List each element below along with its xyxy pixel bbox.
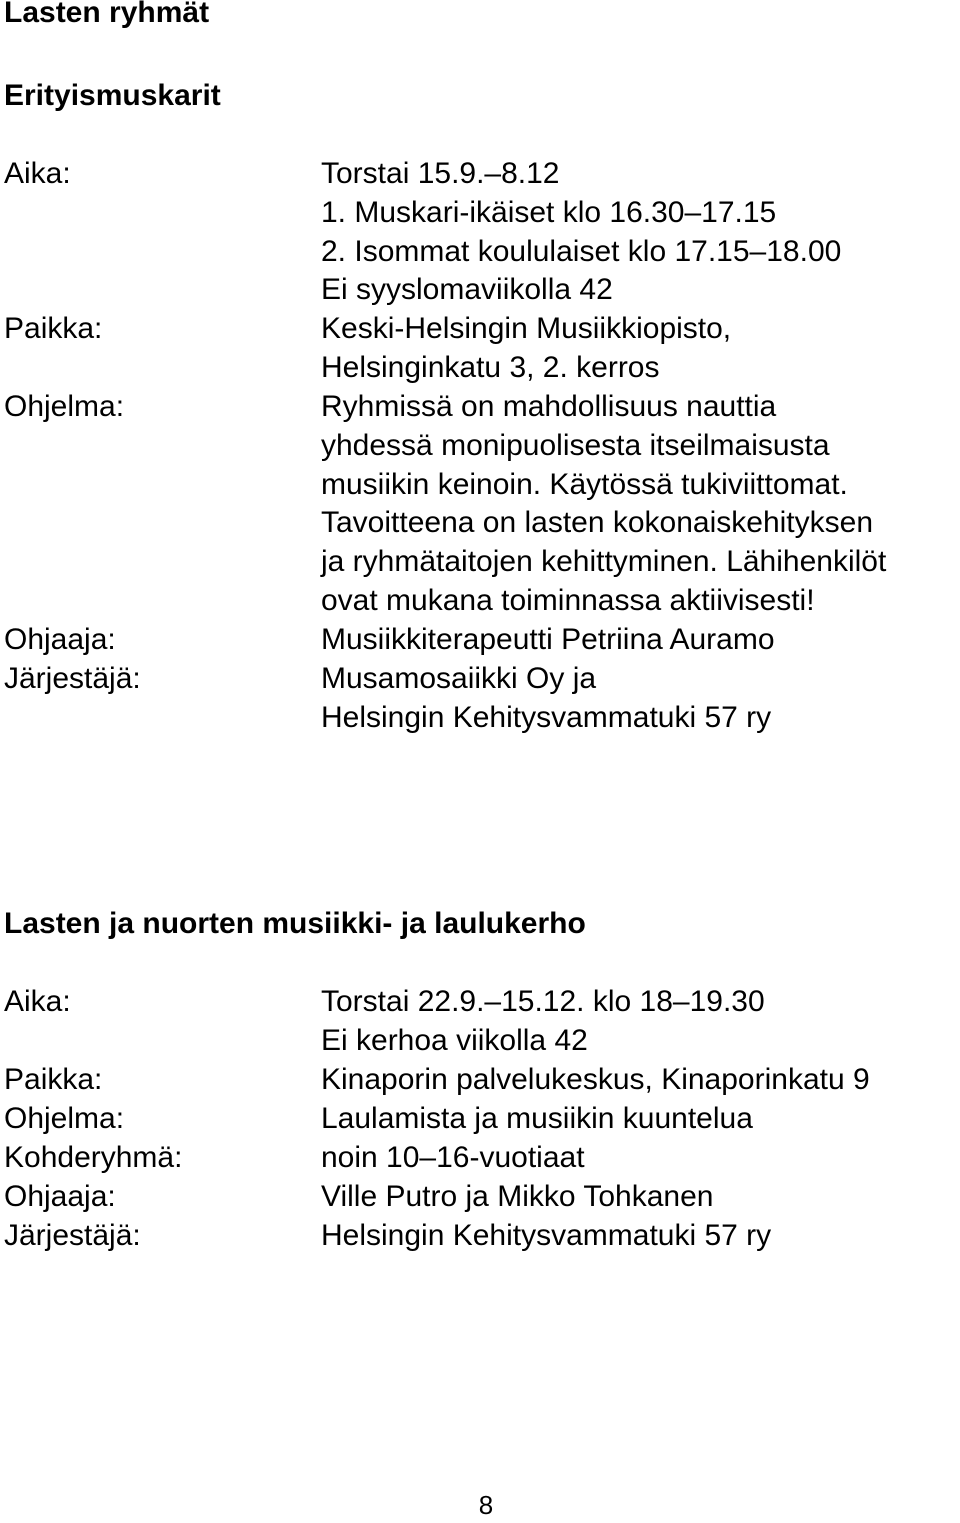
page-number: 8 bbox=[478, 1490, 494, 1520]
field-label: Aika: bbox=[4, 157, 71, 190]
value-line: Ryhmissä on mahdollisuus nauttia bbox=[321, 390, 777, 423]
field-value bbox=[321, 310, 958, 388]
field-value bbox=[321, 1139, 958, 1178]
section-title-erityismuskarit: Erityismuskarit bbox=[4, 79, 221, 112]
value-line: Ei syyslomaviikolla 42 bbox=[321, 273, 613, 307]
info-row-organizer bbox=[4, 660, 958, 738]
field-label: Ohjaaja: bbox=[4, 623, 116, 656]
value-line: Keski-Helsingin Musiikkiopisto, bbox=[321, 312, 732, 345]
info-row-program bbox=[4, 1100, 958, 1139]
info-row-place bbox=[4, 310, 958, 388]
field-label: Järjestäjä: bbox=[4, 1219, 141, 1252]
section-title-music-club: Lasten ja nuorten musiikki- ja laulukerho bbox=[4, 907, 586, 940]
field-label: Aika: bbox=[4, 985, 71, 1018]
value-line: yhdessä monipuolisesta itseilmaisusta bbox=[321, 428, 830, 462]
value-line: Tavoitteena on lasten kokonaiskehityksen bbox=[321, 506, 874, 540]
page-title: Lasten ryhmät bbox=[4, 0, 210, 29]
field-value bbox=[321, 155, 958, 310]
field-value bbox=[321, 1061, 958, 1100]
info-row-target-group bbox=[4, 1139, 958, 1178]
field-value bbox=[321, 621, 958, 660]
field-label: Paikka: bbox=[4, 1063, 103, 1096]
info-row-instructor bbox=[4, 621, 958, 660]
value-line: Musamosaiikki Oy ja bbox=[321, 662, 597, 695]
value-line: Musiikkiterapeutti Petriina Auramo bbox=[321, 623, 775, 656]
field-value bbox=[321, 983, 958, 1061]
field-label: Ohjelma: bbox=[4, 390, 125, 423]
value-line: Torstai 22.9.–15.12. klo 18–19.30 bbox=[321, 985, 765, 1018]
value-line: 2. Isommat koululaiset klo 17.15–18.00 bbox=[321, 234, 842, 268]
field-label: Kohderyhmä: bbox=[4, 1141, 183, 1174]
field-value bbox=[321, 1217, 958, 1256]
value-line: Helsingin Kehitysvammatuki 57 ry bbox=[321, 1219, 772, 1252]
info-row-program bbox=[4, 388, 958, 621]
field-value bbox=[321, 1178, 958, 1217]
value-line: Helsingin Kehitysvammatuki 57 ry bbox=[321, 700, 772, 734]
info-row-organizer bbox=[4, 1217, 958, 1256]
value-line: noin 10–16-vuotiaat bbox=[321, 1141, 585, 1174]
field-value bbox=[321, 388, 958, 621]
value-line: Ei kerhoa viikolla 42 bbox=[321, 1023, 588, 1057]
field-label: Ohjaaja: bbox=[4, 1180, 116, 1213]
field-value bbox=[321, 660, 958, 738]
value-line: Torstai 15.9.–8.12 bbox=[321, 157, 560, 190]
field-label: Järjestäjä: bbox=[4, 662, 141, 695]
value-line: Ville Putro ja Mikko Tohkanen bbox=[321, 1180, 714, 1213]
value-line: 1. Muskari-ikäiset klo 16.30–17.15 bbox=[321, 195, 777, 229]
value-line: ja ryhmätaitojen kehittyminen. Lähihenkilöt bbox=[321, 545, 887, 579]
info-row-time bbox=[4, 155, 958, 310]
info-row-instructor bbox=[4, 1178, 958, 1217]
value-line: ovat mukana toiminnassa aktiivisesti! bbox=[321, 583, 815, 617]
info-row-time bbox=[4, 983, 958, 1061]
info-row-place bbox=[4, 1061, 958, 1100]
value-line: Laulamista ja musiikin kuuntelua bbox=[321, 1102, 753, 1135]
value-line: Kinaporin palvelukeskus, Kinaporinkatu 9 bbox=[321, 1063, 870, 1096]
value-line: musiikin keinoin. Käytössä tukiviittomat. bbox=[321, 467, 848, 501]
field-label: Ohjelma: bbox=[4, 1102, 125, 1135]
field-label: Paikka: bbox=[4, 312, 103, 345]
field-value bbox=[321, 1100, 958, 1139]
value-line: Helsinginkatu 3, 2. kerros bbox=[321, 350, 660, 384]
